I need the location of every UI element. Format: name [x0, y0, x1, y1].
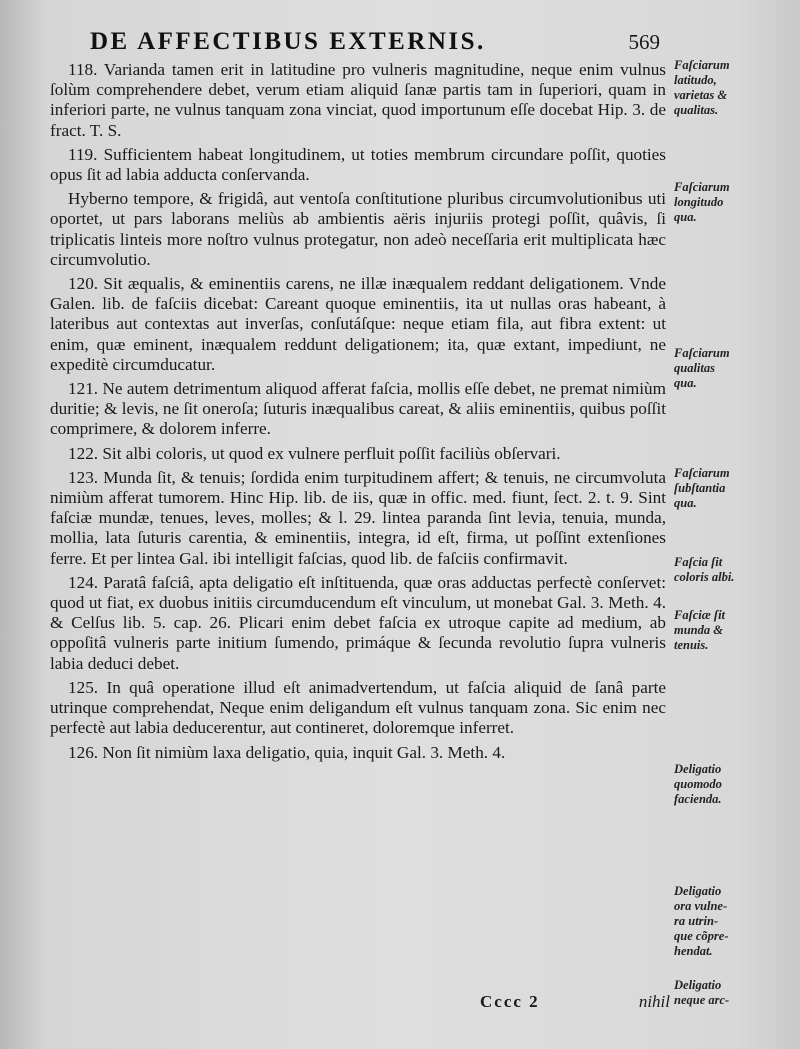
margin-note-line: munda & [674, 623, 723, 637]
margin-note-line: Faſciarum [674, 346, 730, 360]
margin-note-latitudo [674, 58, 796, 118]
page-footer [50, 992, 670, 1016]
paragraph-118: 118. Varianda tamen erit in latitudine pro vulneris magnitudine, neque enim vulnus ſolùm comprehendere debet, verum etiam aliquid ſanæ partis tam in ſuperiori, quam in inferiori parte, ne vulnus tanquam zona vinciat, quod importunum eſſe docebat Hip. 3. de fract. T. S. [50, 60, 666, 140]
paragraph-119: 119. Sufficientem habeat longitudinem, ut toties membrum circundare poſſit, quoties opus ſit ad labia adducta conſervanda. [50, 144, 666, 185]
margin-note-line: varietas & [674, 88, 728, 102]
margin-note-line: qualitas [674, 361, 715, 375]
paragraph-120: 120. Sit æqualis, & eminentiis carens, ne illæ inæqualem reddant deligationem. Vnde Galen. lib. de faſciis dicebat: Careant quoque eminentiis, ita ut nullas oras habeant, à lateribus aut contextas aut inverſas, conſutáſque: neque etiam fila, aut fibra extent: ut enim, quæ eminent, inæqualem reddunt deligationem; ita, quæ extant, impediunt, ne expeditè circumducatur. [50, 274, 666, 374]
paragraph-124: 124. Paratâ faſciâ, apta deligatio eſt inſtituenda, quæ oras adductas perfectè conſervet: quod ut fiat, ex duobus initiis circumducendum eſt vinculum, ut monebat Gal. 3. Meth. 4. & Celſus lib. 5. cap. 26. Plicari enim debet faſcia ex utroque capite ad medium, ab oppoſitâ vulneris parte initium ſumendo, primáque & ſecunda revolutio ſupra vulneris labia deduci debet. [50, 572, 666, 673]
paragraph-123: 123. Munda ſit, & tenuis; ſordida enim turpitudinem affert; & tenuis, ne circumvoluta nimiùm afferat tumorem. Hinc Hip. lib. de iis, quæ in offic. med. fiunt, ſect. 2. t. 9. Sint faſciæ mundæ, tenues, leves, molles; & l. 29. lintea paranda ſint levia, tenuia, munda, mollia, lata ſuturis carentia, & eminentiis, integra, id eſt, firma, ut poſſint extenſiones ferre. Et per lintea Gal. ibi intelligit faſcias, quod lib. de faſciis confirmavit. [50, 467, 666, 568]
margin-note-line: qualitas. [674, 103, 719, 117]
margin-note-deligatio-quomodo [674, 762, 796, 807]
page-number: 569 [628, 30, 660, 54]
margin-note-line: Faſciæ ſit [674, 608, 726, 622]
margin-note-line: qua. [674, 210, 697, 224]
margin-note-line: coloris albi. [674, 570, 735, 584]
margin-note-line: Faſciarum [674, 466, 730, 480]
margin-note-substantia [674, 466, 796, 511]
paragraph-125: 125. In quâ operatione illud eſt animadvertendum, ut faſcia aliquid de ſanâ parte utrinque comprehendat, Neque enim deligandum eſt vulnus tanquam zona. Sic enim nec perfectè aut labia deducerentur, aut contineret, doloremque inferret. [50, 677, 666, 738]
margin-note-line: ora vulne- [674, 899, 728, 913]
margin-note-line: que cõpre- [674, 929, 729, 943]
margin-note-coloris [674, 555, 796, 585]
signature-mark: Cccc 2 [480, 992, 540, 1011]
paragraph-121: 121. Ne autem detrimentum aliquod afferat faſcia, mollis eſſe debet, ne premat nimiùm duritie; & levis, ne ſit oneroſa; ſuturis inæqualibus careat, & aliis eminentiis, quibus poſſit comprimere, & dolorem inferre. [50, 379, 666, 439]
margin-note-line: Faſciarum [674, 180, 730, 194]
margin-note-line: qua. [674, 376, 697, 390]
paragraph-122: 122. Sit albi coloris, ut quod ex vulnere perfluit poſſit faciliùs obſervari. [68, 443, 561, 463]
margin-note-qualitas [674, 346, 796, 391]
main-text [50, 60, 666, 766]
margin-note-line: ſubſtantia [674, 481, 726, 495]
margin-note-deligatio-neque [674, 978, 796, 1008]
page-header [90, 28, 680, 58]
margin-note-line: Faſciarum [674, 58, 730, 72]
margin-note-line: hendat. [674, 944, 713, 958]
margin-note-line: longitudo [674, 195, 724, 209]
margin-note-line: tenuis. [674, 638, 709, 652]
margin-note-line: facienda. [674, 792, 722, 806]
catchword: nihil [638, 992, 670, 1011]
paragraph-hyberno: Hyberno tempore, & frigidâ, aut ventoſa conſtitutione pluribus circumvolutionibus uti oportet, ut pars laborans meliùs ab ambientis aëris injuriis protegi poſſit, quâvis, ſi triplicatis linteis more noſtro vulnus protegatur, non adeò neceſſaria erit multiplicata hæc circumvolutio. [50, 189, 666, 269]
margin-note-line: Faſcia ſit [674, 555, 723, 569]
margin-note-deligatio-ora [674, 884, 796, 959]
margin-note-line: qua. [674, 496, 697, 510]
margin-note-line: Deligatio [674, 978, 722, 992]
margin-note-line: Deligatio [674, 762, 722, 776]
margin-note-munda [674, 608, 796, 653]
margin-note-longitudo [674, 180, 796, 225]
running-title: DE AFFECTIBUS EXTERNIS. [90, 28, 486, 55]
margin-note-line: Deligatio [674, 884, 722, 898]
paragraph-126: 126. Non ſit nimiùm laxa deligatio, quia, inquit Gal. 3. Meth. 4. [68, 742, 506, 762]
margin-note-line: latitudo, [674, 73, 717, 87]
margin-note-line: quomodo [674, 777, 722, 791]
margin-note-line: ra utrin- [674, 914, 719, 928]
margin-note-line: neque arc- [674, 993, 730, 1007]
